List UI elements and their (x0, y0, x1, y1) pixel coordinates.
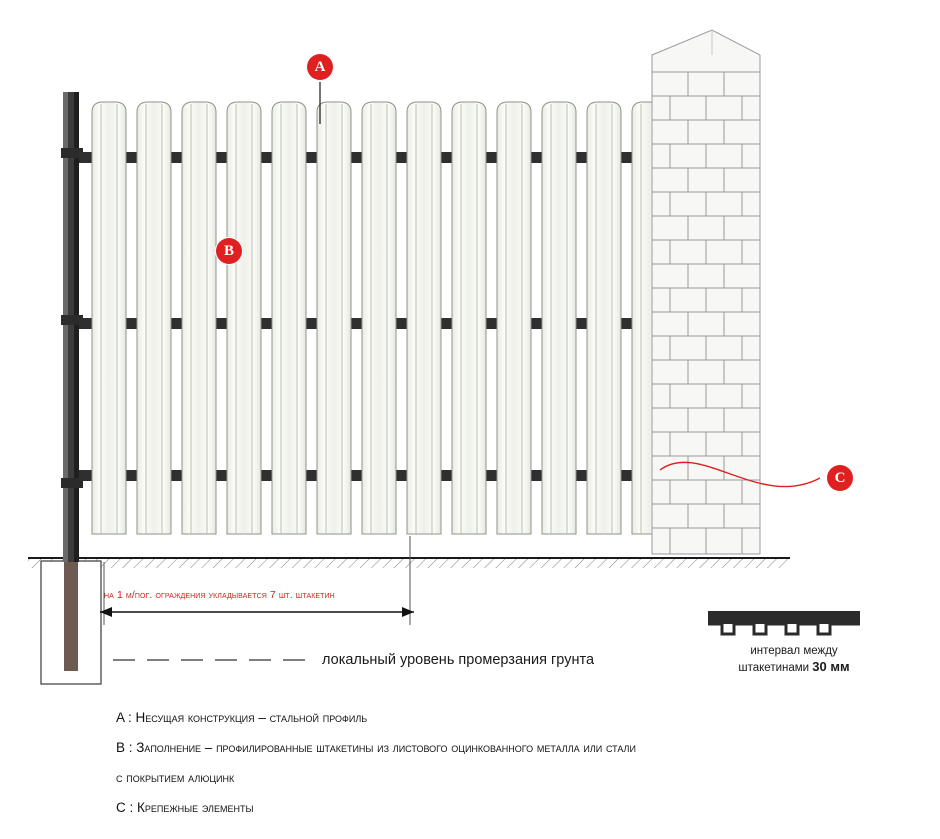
picket-section-detail (708, 611, 860, 634)
ground-line (28, 558, 790, 568)
picket (137, 102, 171, 534)
picket (92, 102, 126, 534)
marker-c[interactable]: C (827, 465, 853, 491)
legend-item-b-cont: с покрытием алюцинк (116, 770, 235, 785)
marker-a[interactable]: A (307, 54, 333, 80)
span-note: на 1 м/пог. ограждения укладывается 7 шт. штакетин (104, 589, 335, 601)
picket (497, 102, 531, 534)
picket (317, 102, 351, 534)
legend-item-b: B : Заполнение – профилированные штакетины из листового оцинкованного металла или стали (116, 740, 636, 755)
post-foundation (41, 561, 101, 684)
interval-line-1: интервал между (750, 645, 838, 657)
legend (116, 703, 916, 823)
interval-line-2: штакетинами (738, 662, 810, 674)
legend-item-a: A : Несущая конструкция – стальной профиль (116, 710, 368, 725)
picket (182, 102, 216, 534)
legend-item-c: C : Крепежные элементы (116, 800, 254, 815)
interval-value: 30 мм (812, 659, 850, 674)
picket (407, 102, 441, 534)
picket (272, 102, 306, 534)
picket (587, 102, 621, 534)
picket (362, 102, 396, 534)
picket (452, 102, 486, 534)
frost-level-label: локальный уровень промерзания грунта (322, 652, 595, 668)
picket (542, 102, 576, 534)
picket (227, 102, 261, 534)
span-dimension (100, 536, 414, 625)
brick-pillar (652, 30, 760, 554)
interval-note (714, 644, 874, 676)
marker-b[interactable]: B (216, 238, 242, 264)
